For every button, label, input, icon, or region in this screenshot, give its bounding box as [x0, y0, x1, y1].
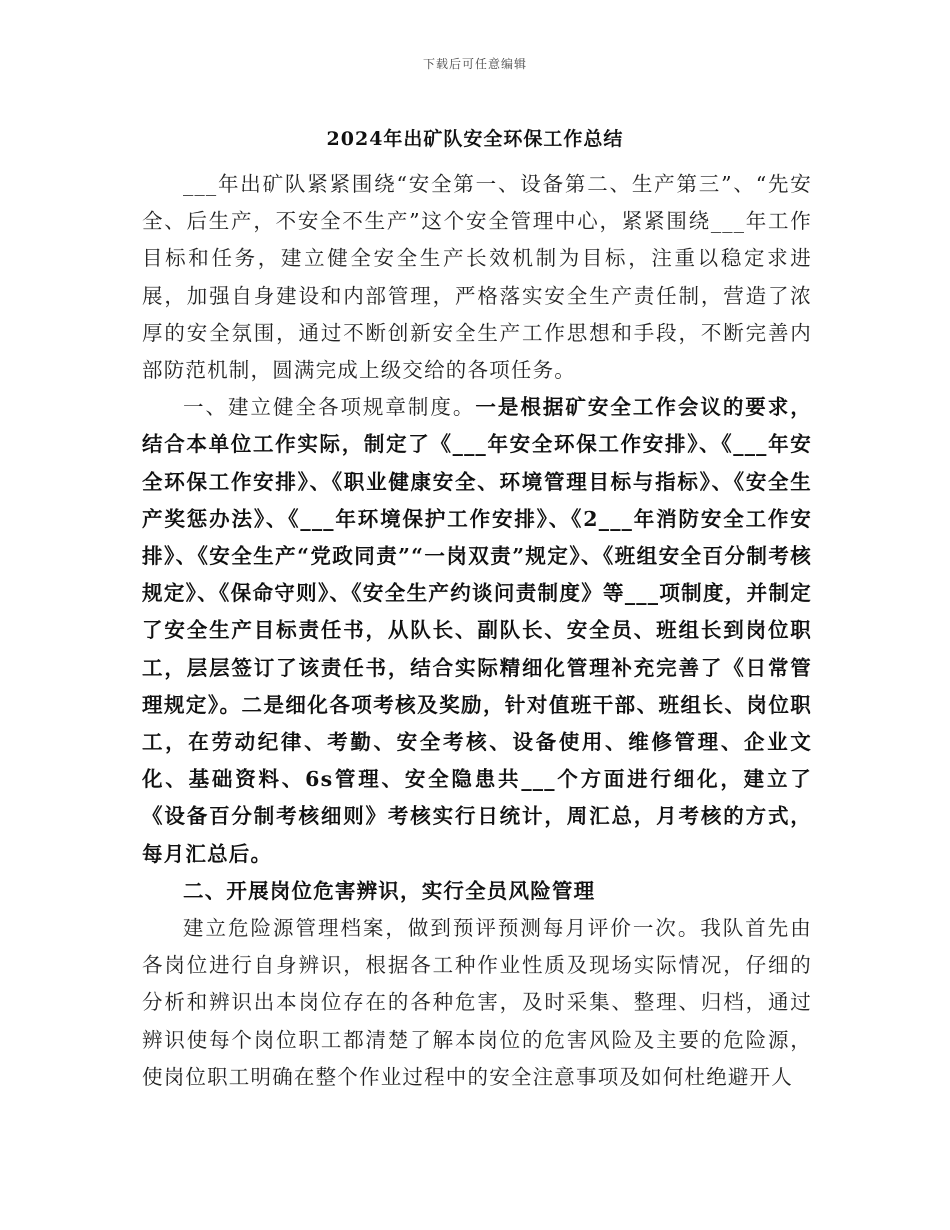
intro-paragraph: ___年出矿队紧紧围绕“安全第一、设备第二、生产第三”、“先安全、后生产，不安全不生产”这个安全管理中心，紧紧围绕___年工作目标和任务，建立健全安全生产长效机制为目标，注重以稳定求进展，加强自身建设和内部管理，严格落实安全生产责任制，营造了浓厚的安全氛围，通过不断创新安全生产工作思想和手段，不断完善内部防范机制，圆满完成上级交给的各项任务。: [142, 172, 812, 383]
section1-body: 一是根据矿安全工作会议的要求，结合本单位工作实际，制定了《___年安全环保工作安排》、《___年安全环保工作安排》、《职业健康安全、环境管理目标与指标》、《安全生产奖惩办法》、《___年环境保护工作安排》、《2___年消防安全工作安排》、《安全生产“党政同责”“一岗双责”规定》、《班组安全百分制考核规定》、《保命守则》、《安全生产约谈问责制度》等___项制度，并制定了安全生产目标责任书，从队长、副队长、安全员、班组长到岗位职工，层层签订了该责任书，结合实际精细化管理补充完善了《日常管理规定》。二是细化各项考核及奖励，针对值班干部、班组长、岗位职工，在劳动纪律、考勤、安全考核、设备使用、维修管理、企业文化、基础资料、6s管理、安全隐患共___个方面进行细化，建立了《设备百分制考核细则》考核实行日统计，周汇总，月考核的方式，每月汇总后。: [142, 395, 812, 866]
section2-heading: 二、开展岗位危害辨识，实行全员风险管理: [183, 878, 596, 903]
header-note: 下载后可任意编辑: [422, 57, 527, 71]
section2-paragraph: 建立危险源管理档案，做到预评预测每月评价一次。我队首先由各岗位进行自身辨识，根据各工种作业性质及现场实际情况，仔细的分析和辨识出本岗位存在的各种危害，及时采集、整理、归档，通过辨识使每个岗位职工都清楚了解本岗位的危害风险及主要的危险源，使岗位职工明确在整个作业过程中的安全注意事项及如何杜绝避开人: [142, 916, 812, 1089]
document-title: 2024年出矿队安全环保工作总结: [326, 128, 624, 150]
section1-paragraph: [142, 389, 812, 873]
document-body: [142, 166, 812, 1096]
section1-lead: 一、建立健全各项规章制度。: [183, 395, 476, 420]
